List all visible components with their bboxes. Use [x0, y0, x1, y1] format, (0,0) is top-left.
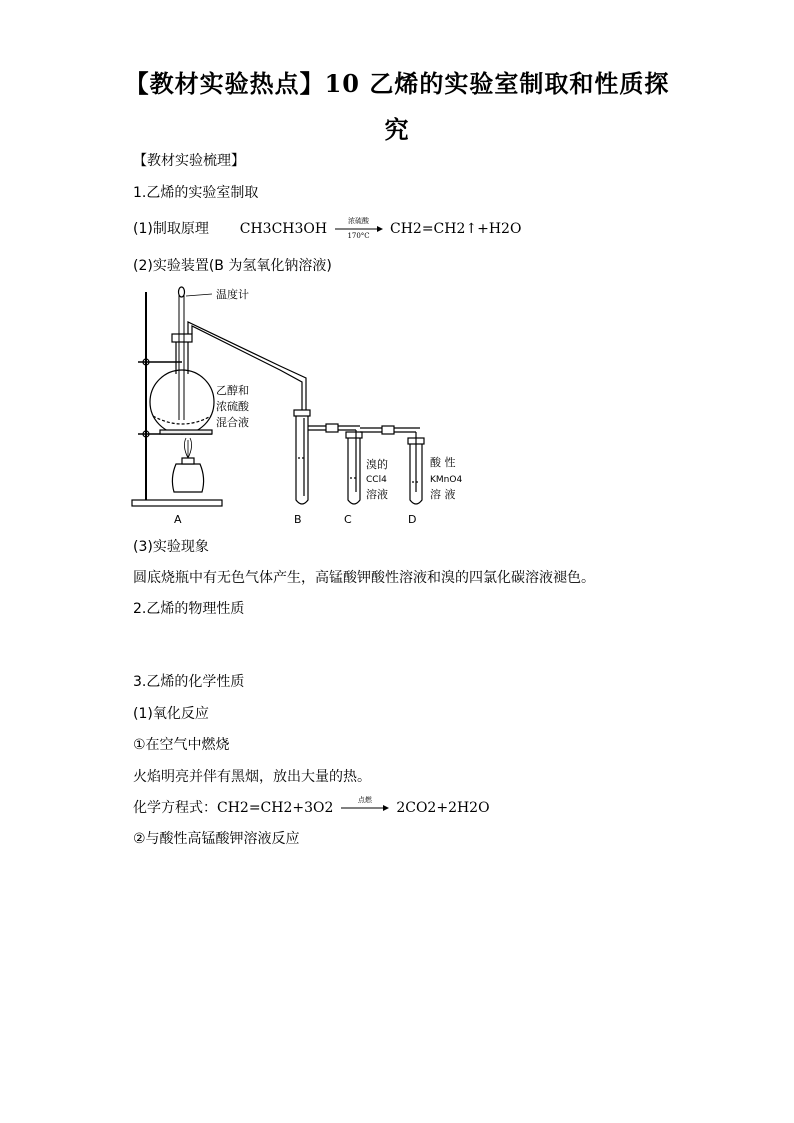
equation2-line	[133, 797, 490, 817]
item-1-2-heading: (2)实验装置(B 为氢氧化钠溶液)	[133, 258, 332, 274]
reaction-principle-line	[133, 218, 521, 238]
equation2-product: 2CO2+2H2O	[396, 800, 490, 816]
document-title-line2: 究	[384, 115, 410, 144]
item-1-heading: 1.乙烯的实验室制取	[133, 185, 259, 201]
item-1-3-heading: (3)实验现象	[133, 539, 209, 555]
item-3-1-a: ①在空气中燃烧	[133, 737, 230, 753]
experiment-apparatus-diagram	[120, 282, 490, 532]
label-b: B	[294, 513, 302, 526]
reaction1-product: CH2=CH2↑+H2O	[390, 221, 522, 237]
label-c-2: CCl4	[366, 475, 387, 485]
test-tube-c	[348, 438, 360, 504]
test-tube-b	[296, 416, 308, 504]
label-flask-2: 浓硫酸	[216, 400, 249, 413]
label-d-1: 酸 性	[430, 456, 456, 469]
reaction1-condition-bottom: 170°C	[347, 232, 370, 240]
alcohol-burner	[172, 464, 203, 492]
combustion-text: 火焰明亮并伴有黑烟，放出大量的热。	[133, 769, 371, 785]
reaction1-arrow	[334, 217, 384, 240]
item-3-1-b: ②与酸性高锰酸钾溶液反应	[133, 831, 300, 847]
arrow-icon	[340, 801, 390, 815]
item-2-heading: 2.乙烯的物理性质	[133, 601, 245, 617]
label-c-3: 溶液	[366, 488, 388, 501]
stand-base	[132, 500, 222, 506]
label-flask-3: 混合液	[216, 416, 249, 429]
section-heading: 【教材实验梳理】	[133, 153, 245, 169]
item-3-1-heading: (1)氧化反应	[133, 706, 209, 722]
item-1-1-label: (1)制取原理	[133, 221, 209, 237]
label-a: A	[174, 513, 182, 526]
label-flask-1: 乙醇和	[216, 384, 249, 397]
document-title-line1: 【教材实验热点】10 乙烯的实验室制取和性质探	[124, 69, 670, 98]
phenomenon-text: 圆底烧瓶中有无色气体产生，高锰酸钾酸性溶液和溴的四氯化碳溶液褪色。	[133, 570, 595, 586]
label-c-1: 溴的	[366, 458, 388, 471]
reaction1-reactant: CH3CH3OH	[239, 221, 328, 237]
equation2-condition-top: 点燃	[357, 796, 372, 804]
equation2-reactant: CH2=CH2+3O2	[217, 800, 334, 816]
label-c: C	[344, 513, 352, 526]
thermometer	[179, 287, 185, 297]
item-3-heading: 3.乙烯的化学性质	[133, 674, 245, 690]
equation2-arrow	[340, 796, 390, 815]
label-d-2: KMnO4	[430, 475, 463, 485]
label-thermometer: 温度计	[216, 288, 249, 301]
equation2-prefix: 化学方程式：	[133, 800, 217, 816]
reaction1-condition-top: 浓硫酸	[348, 217, 370, 225]
label-d: D	[408, 513, 417, 526]
label-d-3: 溶 液	[430, 488, 456, 501]
